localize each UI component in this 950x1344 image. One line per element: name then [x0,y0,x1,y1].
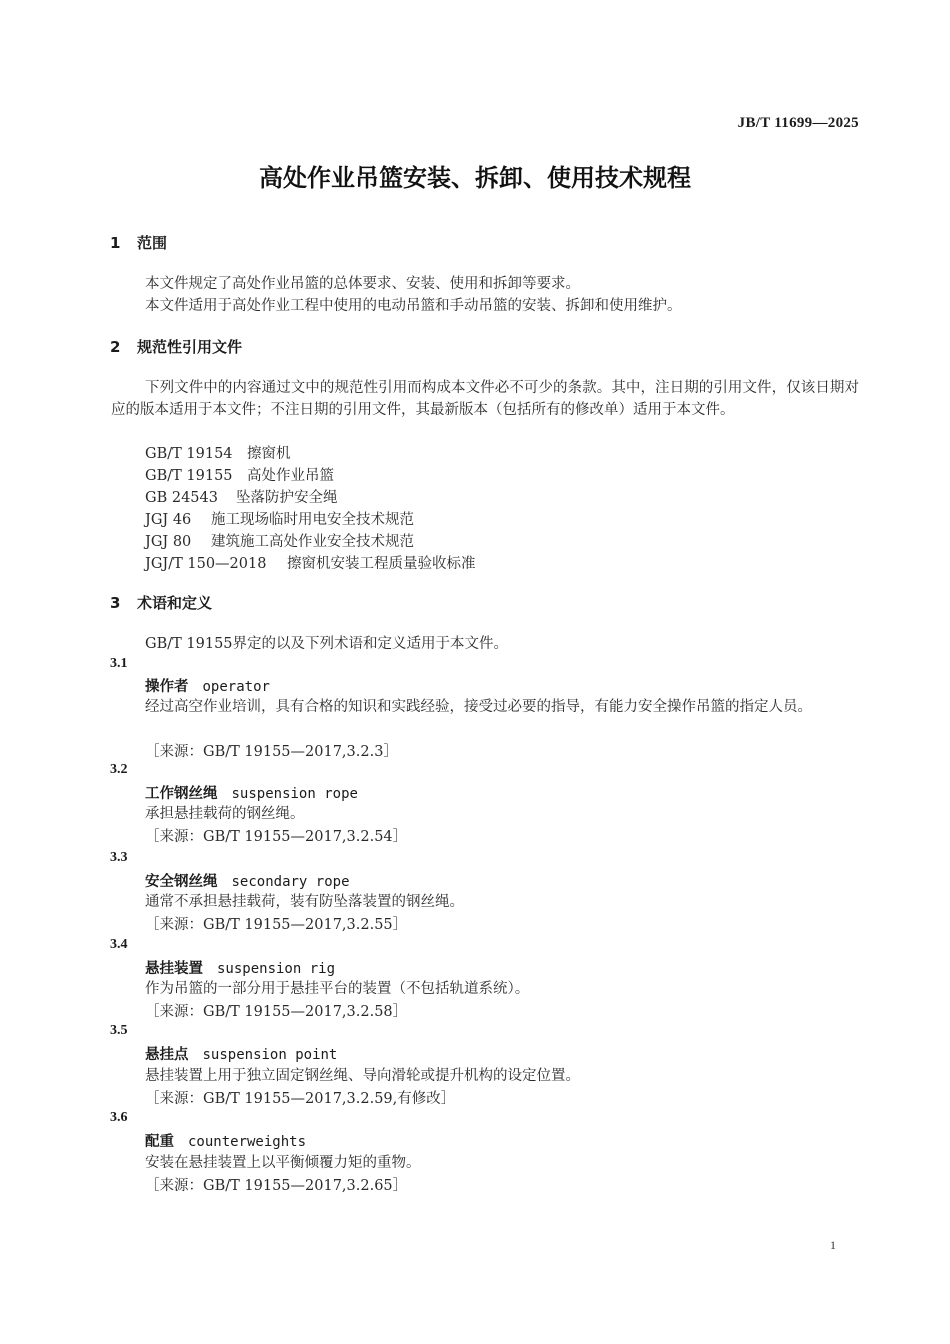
term-number: 3.2 [110,762,128,777]
term-heading [145,675,270,696]
term-definition: 通常不承担悬挂载荷，装有防坠落装置的钢丝绳。 [145,894,464,910]
term-heading [145,1043,337,1064]
section-title: 范围 [137,234,168,252]
reference-item [145,464,334,485]
term-chinese: 悬挂装置 [145,961,203,977]
terms-intro: GB/T 19155界定的以及下列术语和定义适用于本文件。 [145,636,509,652]
reference-item [145,442,291,463]
term-number: 3.4 [110,937,128,952]
reference-item [145,486,338,507]
term-number: 3.3 [110,850,128,865]
reference-name: 坠落防护安全绳 [236,490,338,506]
term-source: ［来源：GB/T 19155—2017,3.2.59,有修改］ [145,1091,456,1107]
term-source: ［来源：GB/T 19155—2017,3.2.54］ [145,829,408,845]
term-english: suspension rig [217,961,336,977]
section-3-heading [110,592,212,613]
term-source: ［来源：GB/T 19155—2017,3.2.65］ [145,1178,408,1194]
scope-paragraph: 本文件适用于高处作业工程中使用的电动吊篮和手动吊篮的安装、拆卸和使用维护。 [145,298,682,314]
term-heading [145,870,350,891]
term-number: 3.6 [110,1110,128,1125]
reference-name: 施工现场临时用电安全技术规范 [211,512,414,528]
scope-paragraph: 本文件规定了高处作业吊篮的总体要求、安装、使用和拆卸等要求。 [145,276,580,292]
term-source: ［来源：GB/T 19155—2017,3.2.55］ [145,917,408,933]
term-chinese: 悬挂点 [145,1047,189,1063]
term-english: suspension point [202,1047,338,1063]
term-definition: 安装在悬挂装置上以平衡倾覆力矩的重物。 [145,1155,421,1171]
term-number: 3.5 [110,1023,128,1038]
document-title: 高处作业吊篮安装、拆卸、使用技术规程 [259,164,691,192]
reference-item [145,530,414,551]
reference-name: 擦窗机安装工程质量验收标准 [287,556,476,572]
document-code: JB/T 11699—2025 [737,115,859,131]
term-english: suspension rope [231,786,358,802]
section-2-heading [110,336,242,357]
section-title: 术语和定义 [137,594,213,612]
term-source: ［来源：GB/T 19155—2017,3.2.58］ [145,1004,408,1020]
reference-name: 擦窗机 [247,446,291,462]
reference-code: JGJ/T 150—2018 [145,556,267,572]
reference-code: GB 24543 [145,490,218,506]
section-number: 3 [110,594,121,612]
term-english: secondary rope [231,874,350,890]
reference-code: JGJ 80 [145,534,192,550]
section-title: 规范性引用文件 [137,338,243,356]
reference-code: GB/T 19155 [145,468,233,484]
term-definition: 承担悬挂载荷的钢丝绳。 [145,806,305,822]
term-heading [145,957,335,978]
term-definition: 作为吊篮的一部分用于悬挂平台的装置（不包括轨道系统）。 [145,981,530,997]
term-number: 3.1 [110,656,128,671]
normative-references-intro: 下列文件中的内容通过文中的规范性引用而构成本文件必不可少的条款。其中，注日期的引用文件，仅该日期对应的版本适用于本文件；不注日期的引用文件，其最新版本（包括所有的修改单）适用于本文件。 [111,380,859,418]
reference-name: 建筑施工高处作业安全技术规范 [211,534,414,550]
reference-name: 高处作业吊篮 [247,468,334,484]
term-english: counterweights [188,1134,307,1150]
section-number: 2 [110,338,121,356]
term-chinese: 安全钢丝绳 [145,874,218,890]
reference-code: JGJ 46 [145,512,192,528]
term-definition: 悬挂装置上用于独立固定钢丝绳、导向滑轮或提升机构的设定位置。 [145,1068,580,1084]
reference-item [145,552,476,573]
section-1-heading [110,232,167,253]
section-number: 1 [110,234,121,252]
term-definition: 经过高空作业培训，具有合格的知识和实践经验，接受过必要的指导，有能力安全操作吊篮的指定人员。 [145,699,812,715]
term-english: operator [202,679,270,695]
term-chinese: 操作者 [145,679,189,695]
term-heading [145,1130,306,1151]
term-source: ［来源：GB/T 19155—2017,3.2.3］ [145,744,398,760]
term-chinese: 配重 [145,1134,174,1150]
reference-item [145,508,414,529]
reference-code: GB/T 19154 [145,446,233,462]
term-chinese: 工作钢丝绳 [145,786,218,802]
term-heading [145,782,358,803]
page-number: 1 [830,1238,836,1252]
